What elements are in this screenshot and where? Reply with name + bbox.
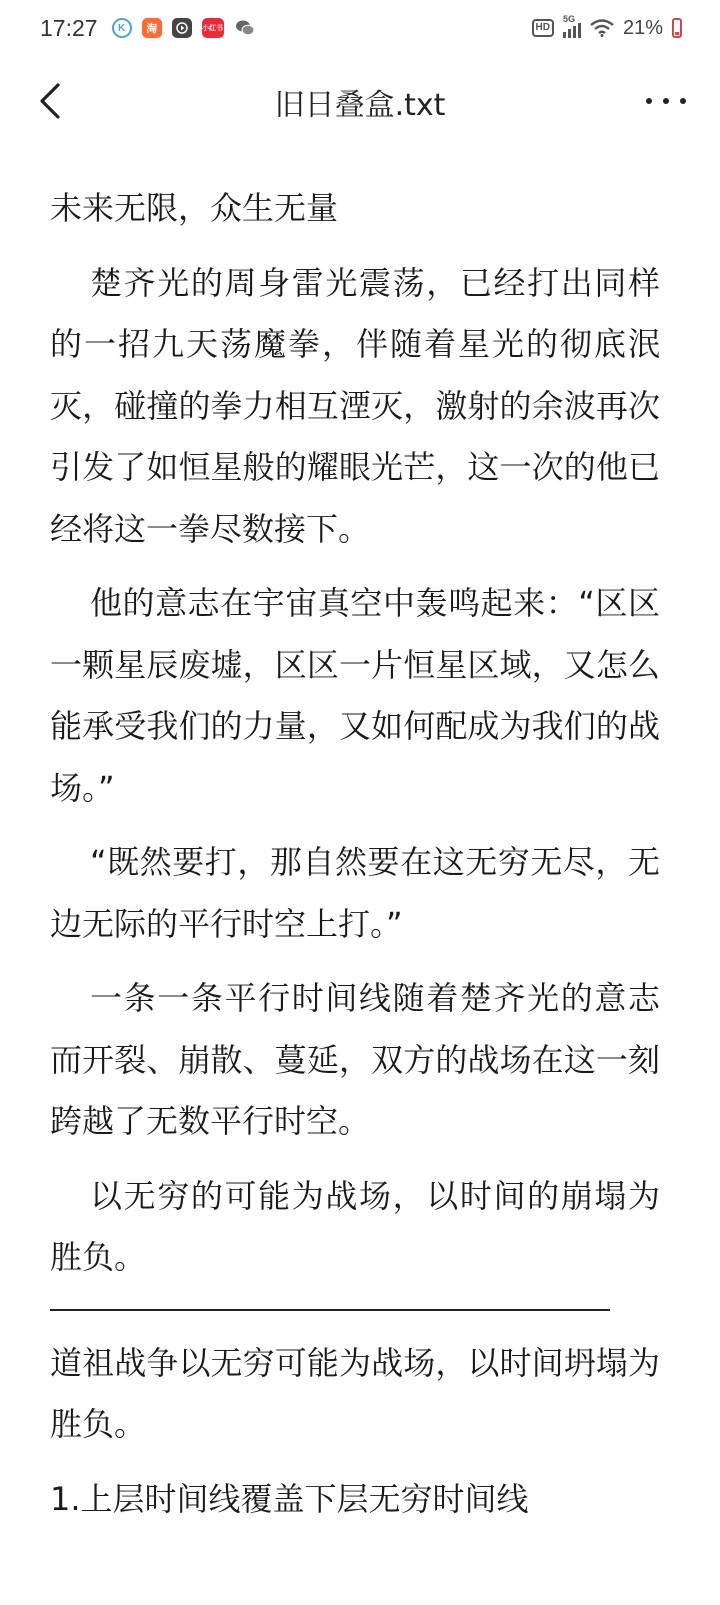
status-time: 17:27	[40, 14, 98, 41]
k-app-icon: K	[112, 18, 132, 38]
cellular-signal-icon	[562, 14, 581, 38]
wifi-icon	[590, 19, 614, 37]
dot-icon	[680, 98, 686, 104]
page-title: 旧日叠盒.txt	[274, 88, 446, 123]
xiaohongshu-app-icon: 小红书	[202, 18, 224, 38]
more-options-button[interactable]	[646, 86, 686, 116]
5g-label: 5G	[562, 14, 575, 24]
paragraph: 一条一条平行时间线随着楚齐光的意志而开裂、崩散、蔓延，双方的战场在这一刻跨越了无数平行时空。	[50, 979, 660, 1140]
chapter-title: 未来无限，众生无量	[50, 189, 339, 227]
paragraph: “既然要打，那自然要在这无穷无尽，无边无际的平行时空上打。”	[50, 843, 660, 943]
reader-content[interactable]	[50, 178, 660, 1543]
divider	[50, 1309, 610, 1311]
taobao-app-icon: 淘	[142, 18, 162, 38]
hd-icon: HD	[532, 19, 554, 37]
paragraph: 楚齐光的周身雷光震荡，已经打出同样的一招九天荡魔拳，伴随着星光的彻底泯灭，碰撞的拳力相互湮灭，激射的余波再次引发了如恒星般的耀眼光芒，这一次的他已经将这一拳尽数接下。	[50, 263, 660, 548]
paragraph: 以无穷的可能为战场，以时间的崩塌为胜负。	[50, 1176, 660, 1276]
title-bar	[0, 56, 720, 146]
paragraph: 他的意志在宇宙真空中轰鸣起来：“区区一颗星辰废墟，区区一片恒星区域，又怎么能承受我们的力量，又如何配成为我们的战场。”	[50, 584, 660, 807]
wechat-app-icon	[234, 18, 256, 38]
battery-percent: 21%	[622, 16, 663, 39]
status-bar	[0, 0, 720, 56]
note-paragraph: 道祖战争以无穷可能为战场，以时间坍塌为胜负。	[50, 1343, 660, 1443]
notification-icons	[112, 18, 256, 38]
list-item: 1.上层时间线覆盖下层无穷时间线	[50, 1479, 529, 1518]
dot-icon	[663, 98, 669, 104]
video-player-app-icon	[172, 18, 192, 38]
dot-icon	[646, 98, 652, 104]
status-indicators	[532, 14, 682, 40]
battery-icon	[672, 18, 682, 38]
